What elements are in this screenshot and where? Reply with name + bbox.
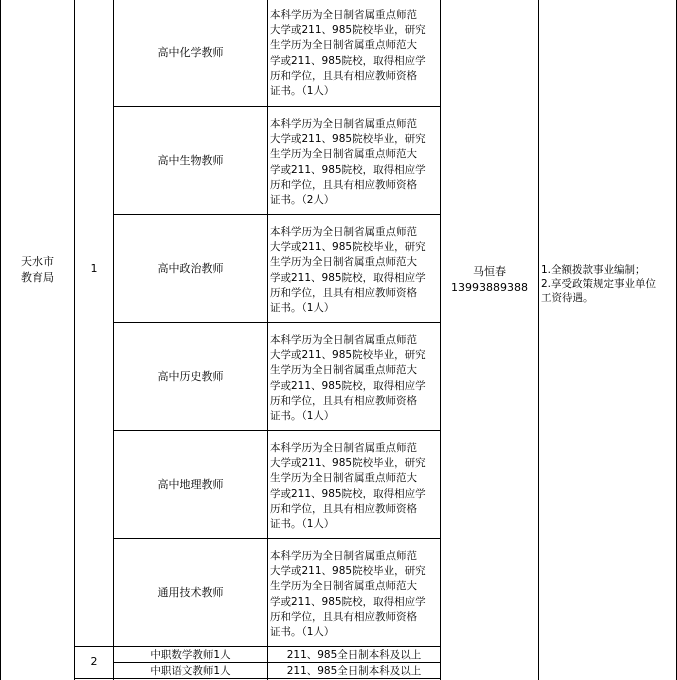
unit-name-line1: 天水市 <box>21 255 54 268</box>
secondary-position-requirement: 211、985全日制本科及以上 <box>286 664 422 677</box>
secondary-position-requirement: 211、985全日制本科及以上 <box>286 648 422 661</box>
position-title: 高中化学教师 <box>157 46 224 59</box>
position-title: 高中地理教师 <box>157 477 224 491</box>
position-requirement: 本科学历为全日制省属重点师范 大学或211、985院校毕业，研究 生学历为全日制省属重点师范大 学或211、985院校，取得相应学 历和学位，且具有相应教师资格 证书。（2人） <box>270 118 426 207</box>
benefits-text: 1.全额拨款事业编制； 2.享受政策规定事业单位 工资待遇。 <box>541 264 657 304</box>
position-requirement: 本科学历为全日制省属重点师范 大学或211、985院校毕业，研究 生学历为全日制省属重点师范大 学或211、985院校，取得相应学 历和学位，且具有相应教师资格 证书。（1人） <box>270 9 426 98</box>
position-title: 高中历史教师 <box>157 369 224 383</box>
unit-name <box>1 250 74 290</box>
contact-info <box>441 262 538 298</box>
position-title: 高中生物教师 <box>157 153 224 167</box>
position-requirement: 本科学历为全日制省属重点师范 大学或211、985院校毕业，研究 生学历为全日制省属重点师范大 学或211、985院校，取得相应学 历和学位，且具有相应教师资格 证书。（1人） <box>270 334 426 423</box>
secondary-position-title: 中职语文教师1人 <box>150 664 231 677</box>
unit-name-line2: 教育局 <box>21 271 54 284</box>
position-title: 高中政治教师 <box>157 261 224 275</box>
group-seq-1: 1 <box>90 262 98 275</box>
contact-name: 马恒春 <box>473 265 506 278</box>
group-seq-2: 2 <box>90 655 98 668</box>
position-requirement: 本科学历为全日制省属重点师范 大学或211、985院校毕业，研究 生学历为全日制省属重点师范大 学或211、985院校，取得相应学 历和学位，且具有相应教师资格 证书。（1人） <box>270 226 426 315</box>
contact-phone: 13993889388 <box>451 281 528 294</box>
position-requirement: 本科学历为全日制省属重点师范 大学或211、985院校毕业，研究 生学历为全日制省属重点师范大 学或211、985院校，取得相应学 历和学位，且具有相应教师资格 证书。（1人） <box>270 550 426 639</box>
secondary-position-title: 中职数学教师1人 <box>150 648 231 661</box>
position-requirement: 本科学历为全日制省属重点师范 大学或211、985院校毕业，研究 生学历为全日制省属重点师范大 学或211、985院校，取得相应学 历和学位，且具有相应教师资格 证书。（1人） <box>270 442 426 531</box>
position-title: 通用技术教师 <box>157 585 224 599</box>
